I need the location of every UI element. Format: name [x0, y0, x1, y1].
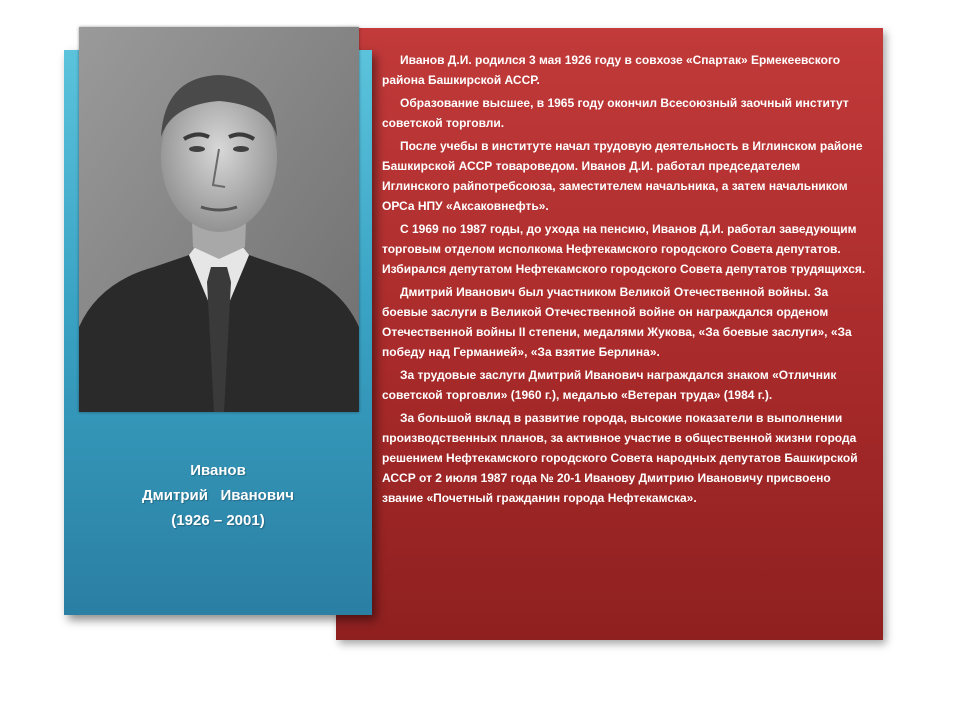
bio-paragraph: Дмитрий Иванович был участником Великой Отечественной войны. За боевые заслуги в Великой Отечественной войне он награждался орденом Отечественной войны II степени, медалями Жукова, «За боевые заслуги», «За победу над Германией», «За взятие Берлина».: [382, 285, 852, 359]
biography-text: [382, 50, 870, 511]
bio-paragraph: После учебы в институте начал трудовую деятельность в Иглинском районе Башкирской АССР товароведом. Иванов Д.И. работал председателем Иглинского райпотребсоюза, заместителем начальника, а затем начальником ОРСа НПУ «Аксаковнефть».: [382, 139, 863, 213]
caption-surname: Иванов: [190, 462, 246, 479]
bio-paragraph: Образование высшее, в 1965 году окончил Всесоюзный заочный институт советской торговли.: [382, 96, 849, 130]
bio-paragraph: За большой вклад в развитие города, высокие показатели в выполнении производственных планов, за активное участие в общественной жизни города решением Нефтекамского городского Совета народных депутатов Башкирской АССР от 2 июля 1987 года № 20-1 Иванову Дмитрию Ивановичу присвоено звание «Почетный гражданин города Нефтекамска».: [382, 411, 858, 505]
bio-paragraph: Иванов Д.И. родился 3 мая 1926 году в совхозе «Спартак» Ермекеевского района Башкирской АССР.: [382, 53, 841, 87]
portrait-photo: [79, 27, 359, 412]
bio-paragraph: С 1969 по 1987 годы, до ухода на пенсию, Иванов Д.И. работал заведующим торговым отделом исполкома Нефтекамского городского Совета депутатов. Избирался депутатом Нефтекамского городского Совета депутатов трудящихся.: [382, 222, 866, 276]
portrait-caption: [64, 458, 372, 533]
bio-paragraph: За трудовые заслуги Дмитрий Иванович награждался знаком «Отличник советской торговли» (1960 г.), медалью «Ветеран труда» (1984 г.).: [382, 368, 837, 402]
caption-years: (1926 – 2001): [171, 512, 265, 529]
caption-given-names: Дмитрий Иванович: [142, 487, 294, 504]
